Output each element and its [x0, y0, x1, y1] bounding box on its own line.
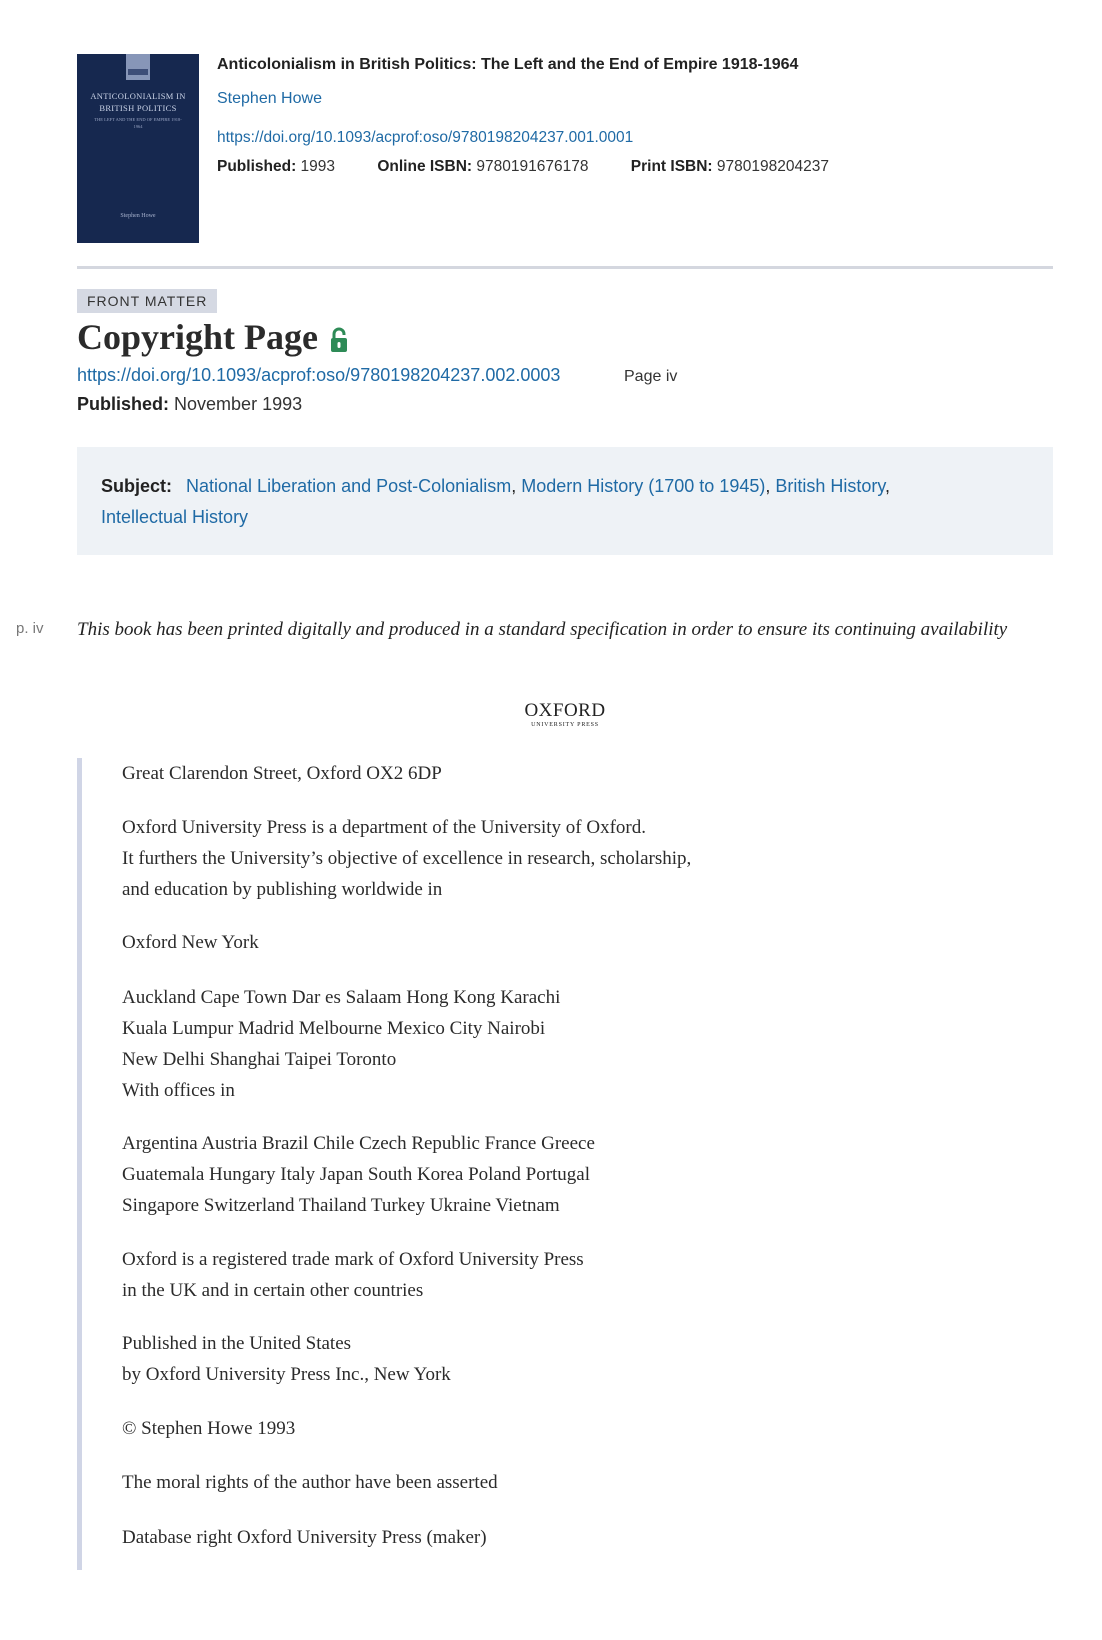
page-label: Page iv — [624, 368, 678, 385]
page-title: Copyright Page — [77, 317, 318, 357]
paragraph-line: The moral rights of the author have been asserted — [122, 1472, 498, 1493]
paragraph-line: Auckland Cape Town Dar es Salaam Hong Kong Karachi — [122, 987, 561, 1008]
chapter-doi-link[interactable]: https://doi.org/10.1093/acprof:oso/9780198204237.002.0003 — [77, 365, 561, 385]
paragraph-line: Argentina Austria Brazil Chile Czech Republic France Greece — [122, 1133, 595, 1154]
logo-press-text: UNIVERSITY PRESS — [531, 722, 599, 728]
copyright-paragraph — [122, 1413, 295, 1444]
copyright-paragraph — [122, 1244, 584, 1306]
subject-label: Subject: — [101, 476, 173, 496]
paragraph-line: It furthers the University’s objective of excellence in research, scholarship, — [122, 848, 692, 869]
oxford-university-press-logo — [520, 701, 610, 729]
page-marker: p. iv — [16, 620, 44, 637]
subject-link[interactable]: Modern History (1700 to 1945) — [521, 476, 766, 496]
subject-box: Subject: National Liberation and Post-Colonialism, Modern History (1700 to 1945), British History, Intellectual History — [77, 447, 1053, 555]
paragraph-line: Oxford New York — [122, 932, 259, 953]
paragraph-line: Published in the United States — [122, 1333, 352, 1354]
paragraph-line: and education by publishing worldwide in — [122, 879, 443, 900]
paragraph-line: Kuala Lumpur Madrid Melbourne Mexico City Nairobi — [122, 1018, 546, 1039]
chapter-published — [77, 394, 302, 415]
copyright-block — [77, 758, 977, 1570]
header-divider — [77, 266, 1053, 269]
paragraph-line: New Delhi Shanghai Taipei Toronto — [122, 1049, 397, 1070]
copyright-paragraph — [122, 1128, 595, 1221]
paragraph-line: With offices in — [122, 1080, 235, 1101]
book-meta — [217, 158, 829, 176]
copyright-paragraph — [122, 1467, 498, 1498]
chapter-published-value: November 1993 — [174, 394, 303, 414]
book-header — [77, 54, 1053, 244]
cover-publisher-logo — [126, 54, 150, 80]
paragraph-line: Great Clarendon Street, Oxford OX2 6DP — [122, 763, 442, 784]
copyright-paragraph — [122, 982, 560, 1106]
copyright-paragraph — [122, 812, 691, 905]
logo-oxford-text: OXFORD — [524, 700, 606, 721]
online-isbn-label: Online ISBN: — [377, 158, 473, 175]
copyright-paragraph — [122, 758, 442, 789]
published-value: 1993 — [300, 158, 336, 175]
paragraph-line: Database right Oxford University Press (maker) — [122, 1527, 487, 1548]
section-tag: FRONT MATTER — [77, 289, 217, 313]
print-isbn-label: Print ISBN: — [630, 158, 713, 175]
print-isbn-value: 9780198204237 — [716, 158, 829, 175]
paragraph-line: Singapore Switzerland Thailand Turkey Ukraine Vietnam — [122, 1195, 560, 1216]
paragraph-line: © Stephen Howe 1993 — [122, 1418, 296, 1439]
copyright-paragraph — [122, 1328, 451, 1390]
paragraph-line: in the UK and in certain other countries — [122, 1280, 424, 1301]
cover-author: Stephen Howe — [120, 213, 156, 219]
open-access-lock-icon — [330, 327, 348, 353]
subject-link[interactable]: British History — [775, 476, 886, 496]
online-isbn-value: 9780191676178 — [476, 158, 589, 175]
paragraph-line: Oxford is a registered trade mark of Oxford University Press — [122, 1249, 584, 1270]
paragraph-line: by Oxford University Press Inc., New York — [122, 1364, 451, 1385]
subject-link[interactable]: National Liberation and Post-Colonialism — [186, 476, 512, 496]
copyright-paragraph — [122, 927, 259, 958]
chapter-published-label: Published: — [77, 394, 170, 414]
book-doi-link[interactable]: https://doi.org/10.1093/acprof:oso/9780198204237.001.0001 — [217, 129, 634, 146]
intro-text: This book has been printed digitally and produced in a standard specification in order to ensure its continuing availability — [77, 619, 1008, 640]
cover-subtitle: THE LEFT AND THE END OF EMPIRE 1918-1964 — [94, 117, 182, 129]
copyright-paragraph — [122, 1522, 487, 1553]
book-title: Anticolonialism in British Politics: The Left and the End of Empire 1918-1964 — [217, 56, 799, 73]
cover-title: ANTICOLONIALISM IN BRITISH POLITICS — [90, 91, 186, 113]
paragraph-line: Oxford University Press is a department of the University of Oxford. — [122, 817, 646, 838]
book-author-link[interactable]: Stephen Howe — [217, 90, 322, 107]
book-cover[interactable] — [77, 54, 199, 243]
subject-link[interactable]: Intellectual History — [101, 507, 249, 527]
paragraph-line: Guatemala Hungary Italy Japan South Korea Poland Portugal — [122, 1164, 591, 1185]
published-label: Published: — [217, 158, 297, 175]
